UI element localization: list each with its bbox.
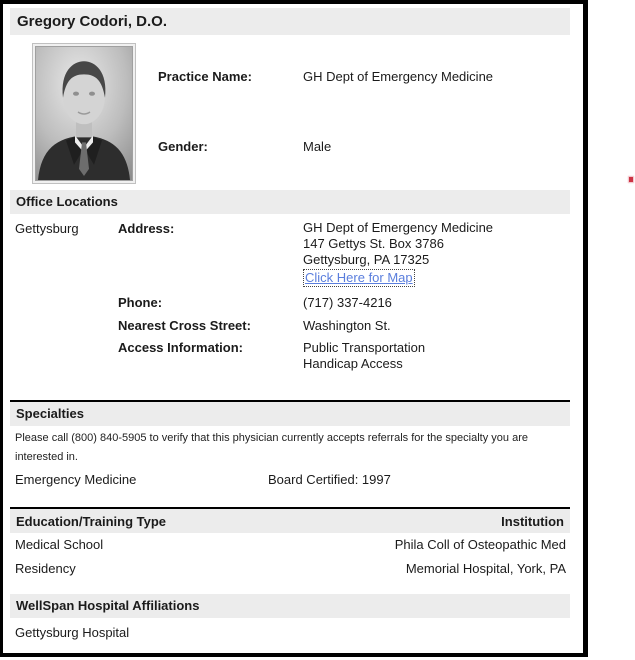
gender-label: Gender:	[158, 139, 208, 154]
address-line: Gettysburg, PA 17325	[303, 252, 430, 267]
specialties-referral-note: Please call (800) 840-5905 to verify that this physician currently accepts referrals for the specialty you are interested in.	[15, 432, 528, 463]
office-location-name: Gettysburg	[15, 221, 79, 236]
education-type-header: Education/Training Type	[16, 513, 166, 529]
access-line: Public Transportation	[303, 340, 426, 355]
map-link[interactable]: Click Here for Map	[305, 270, 413, 285]
specialties-header: Specialties	[10, 400, 570, 426]
cross-street-value: Washington St.	[303, 318, 391, 333]
education-row-type: Medical School	[15, 537, 104, 552]
address-value	[303, 220, 493, 287]
education-row-type: Residency	[15, 561, 76, 576]
phone-label: Phone:	[118, 295, 163, 310]
access-information-label: Access Information:	[118, 340, 243, 355]
gender-value: Male	[303, 139, 332, 154]
specialty-name: Emergency Medicine	[15, 472, 137, 487]
education-row-institution: Phila Coll of Osteopathic Med	[394, 537, 566, 552]
cross-street-label: Nearest Cross Street:	[118, 318, 251, 333]
physician-photo-frame	[32, 43, 136, 184]
address-line: GH Dept of Emergency Medicine	[303, 220, 494, 235]
practice-name-label: Practice Name:	[158, 69, 252, 84]
page-title: Gregory Codori, D.O.	[17, 13, 168, 30]
access-information-value	[303, 340, 425, 372]
education-header-bar	[10, 507, 570, 533]
address-line: 147 Gettys St. Box 3786	[303, 236, 444, 251]
access-line: Handicap Access	[303, 356, 403, 371]
affiliations-header: WellSpan Hospital Affiliations	[10, 594, 570, 618]
office-locations-header: Office Locations	[10, 190, 570, 214]
page-title-bar	[10, 8, 570, 35]
address-label: Address:	[118, 221, 175, 236]
red-artifact-mark	[629, 177, 633, 182]
practice-name-value: GH Dept of Emergency Medicine	[303, 69, 494, 84]
phone-value: (717) 337-4216	[303, 295, 392, 310]
physician-photo	[35, 46, 133, 181]
physician-portrait-image	[36, 47, 132, 180]
specialty-board-certified: Board Certified: 1997	[268, 472, 391, 487]
education-institution-header: Institution	[501, 513, 564, 529]
affiliation-item: Gettysburg Hospital	[15, 625, 130, 640]
education-row-institution: Memorial Hospital, York, PA	[405, 561, 566, 576]
